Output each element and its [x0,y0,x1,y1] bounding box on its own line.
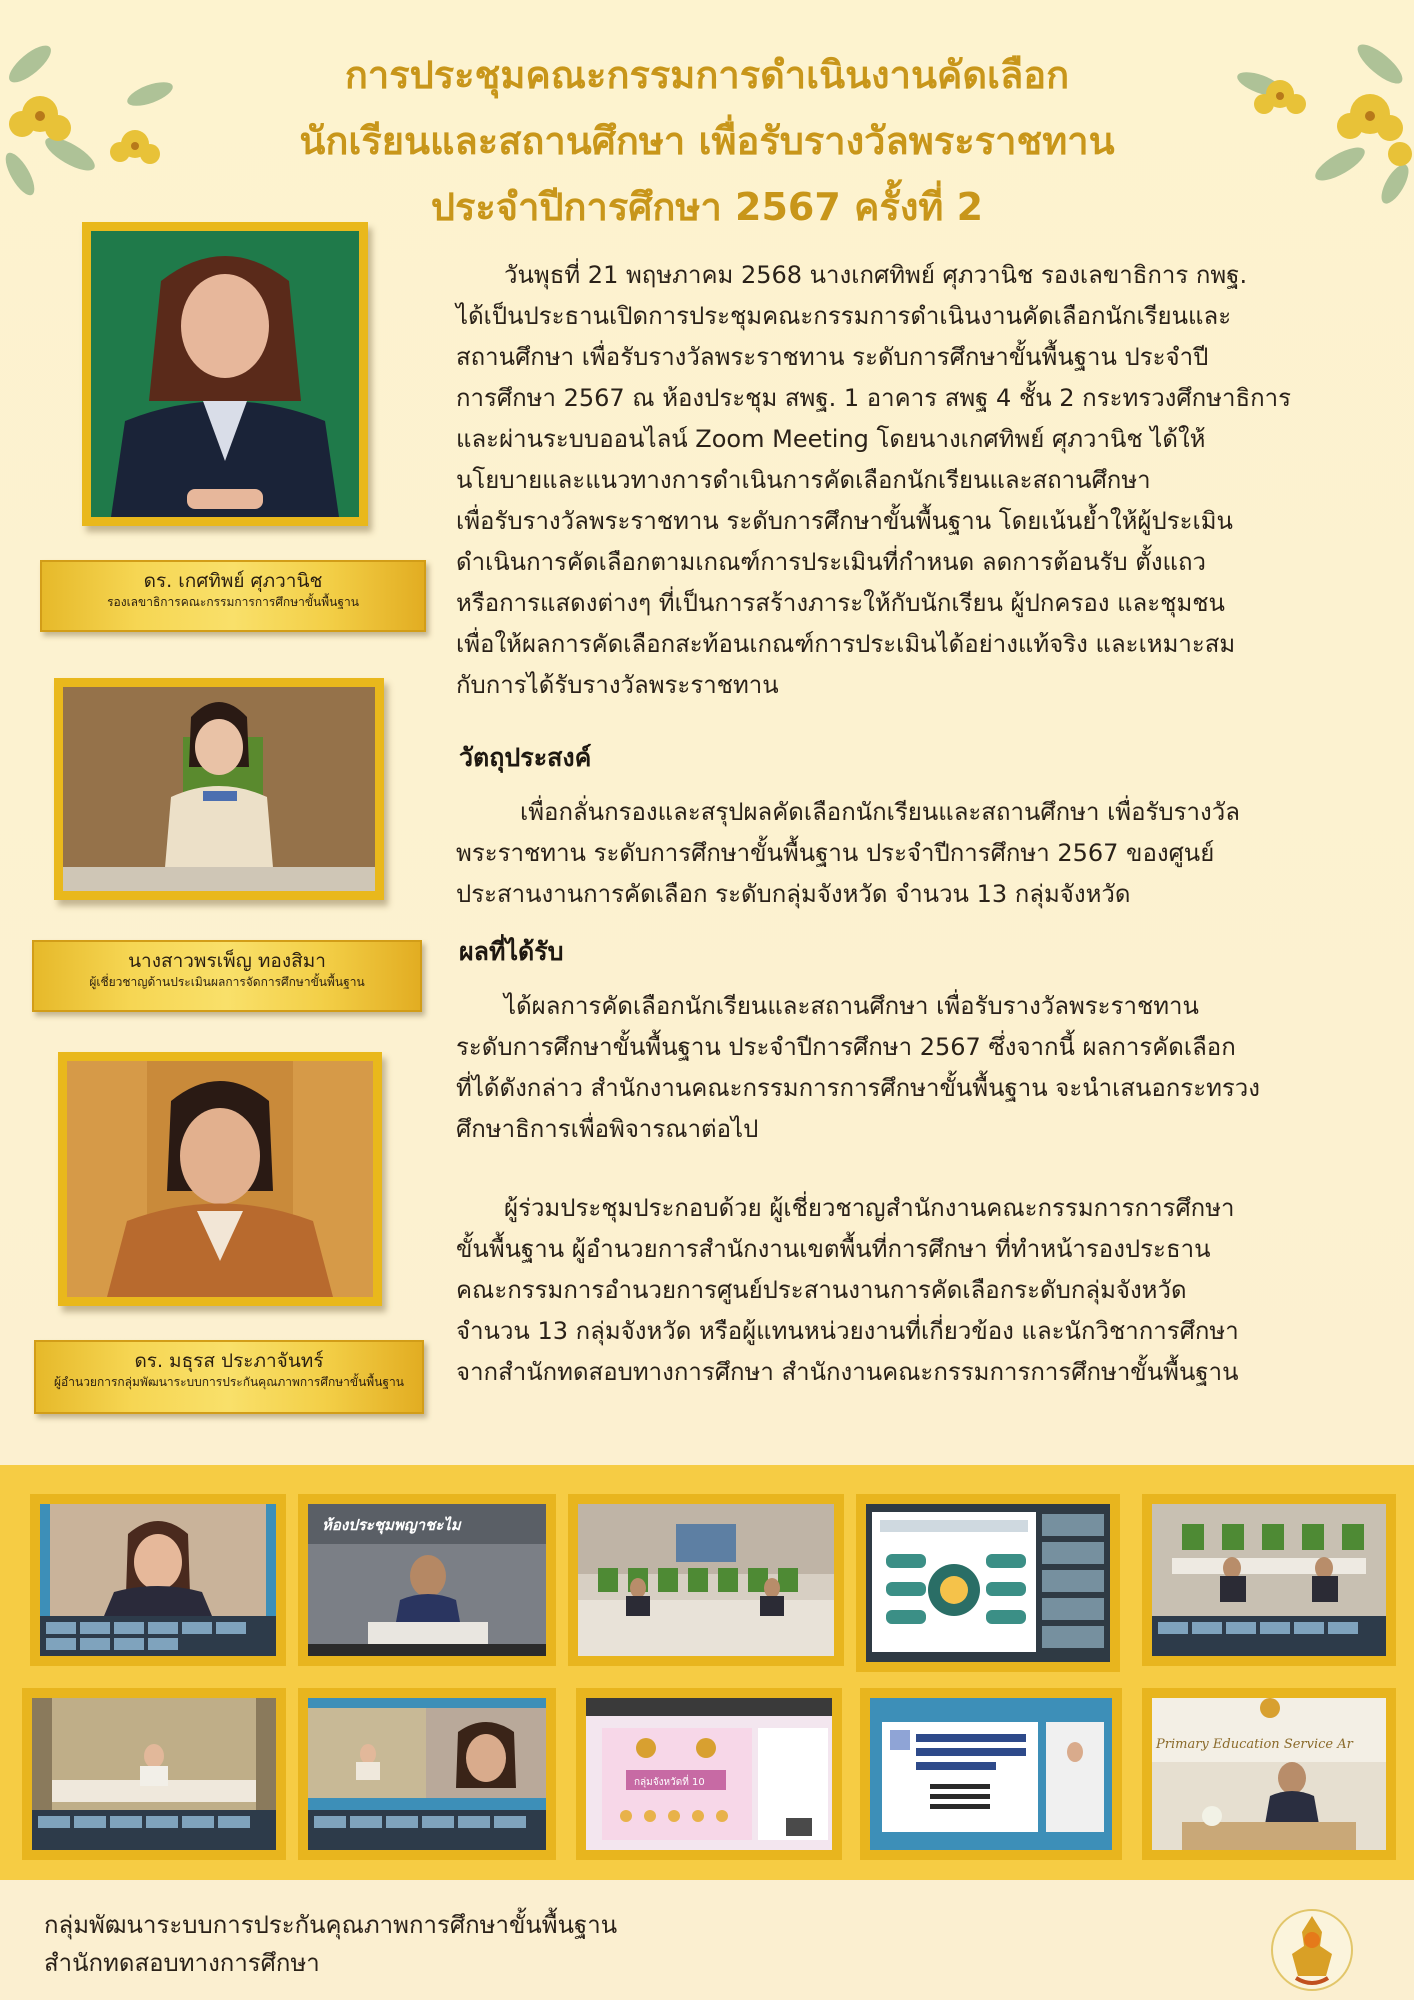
text-line: ที่ได้ดังกล่าว สำนักงานคณะกรรมการการศึกษาขั้นพื้นฐาน จะนำเสนอกระทรวง [456,1074,1260,1102]
participants-paragraph [456,1188,1380,1393]
footer-line: สำนักทดสอบทางการศึกษา [44,1949,320,1977]
text-line: ขั้นพื้นฐาน ผู้อำนวยการสำนักงานเขตพื้นที่การศึกษา ที่ทำหน้ารองประธาน [456,1235,1211,1263]
title-line: การประชุมคณะกรรมการดำเนินงานคัดเลือก [344,53,1070,97]
text-line: การศึกษา 2567 ณ ห้องประชุม สพฐ. 1 อาคาร สพฐ 4 ชั้น 2 กระทรวงศึกษาธิการ [456,384,1291,412]
text-line: เพื่อกลั่นกรองและสรุปผลคัดเลือกนักเรียนและสถานศึกษา เพื่อรับรางวัล [520,798,1240,826]
gallery-photo-4 [856,1494,1120,1672]
flower-decoration-left [0,24,200,214]
text-line: ผู้ร่วมประชุมประกอบด้วย ผู้เชี่ยวชาญสำนักงานคณะกรรมการการศึกษา [504,1194,1235,1222]
gallery-photo-7 [298,1688,556,1860]
text-line: นโยบายและแนวทางการดำเนินการคัดเลือกนักเรียนและสถานศึกษา [456,466,1151,494]
footer-org [44,1906,617,1982]
gallery-photo-2 [298,1494,556,1666]
title-line: ประจำปีการศึกษา 2567 ครั้งที่ 2 [430,185,984,229]
flower-decoration-right [1200,24,1414,214]
person-position: ผู้อำนวยการกลุ่มพัฒนาระบบการประกันคุณภาพการศึกษาขั้นพื้นฐาน [54,1375,404,1389]
obec-emblem-icon [1268,1906,1356,1994]
title-line: นักเรียนและสถานศึกษา เพื่อรับรางวัลพระราชทาน [299,119,1115,163]
result-paragraph [456,986,1380,1150]
text-line: กับการได้รับรางวัลพระราชทาน [456,671,779,699]
objective-heading: วัตถุประสงค์ [459,743,592,772]
text-line: วันพุธที่ 21 พฤษภาคม 2568 นางเกศทิพย์ ศุภวานิช รองเลขาธิการ กพฐ. [504,261,1248,289]
gallery-photo-5 [1142,1494,1396,1666]
footer-line: กลุ่มพัฒนาระบบการประกันคุณภาพการศึกษาขั้นพื้นฐาน [44,1911,618,1939]
gallery-caption: ห้องประชุมพญาชะไม [322,1516,461,1534]
text-line: สถานศึกษา เพื่อรับรางวัลพระราชทาน ระดับการศึกษาขั้นพื้นฐาน ประจำปี [456,343,1209,371]
text-line: ระดับการศึกษาขั้นพื้นฐาน ประจำปีการศึกษา 2567 ซึ่งจากนี้ ผลการคัดเลือก [456,1033,1236,1061]
person-name: ดร. เกศทิพย์ ศุภวานิช [143,570,323,592]
portrait-1 [82,222,368,526]
text-line: จากสำนักทดสอบทางการศึกษา สำนักงานคณะกรรมการการศึกษาขั้นพื้นฐาน [456,1358,1239,1386]
person-position: ผู้เชี่ยวชาญด้านประเมินผลการจัดการศึกษาขั้นพื้นฐาน [89,975,365,989]
page-title [200,42,1214,240]
text-line: หรือการแสดงต่างๆ ที่เป็นการสร้างภาระให้กับนักเรียน ผู้ปกครอง และชุมชน [456,589,1225,617]
person-name: นางสาวพรเพ็ญ ทองสิมา [128,950,326,972]
nameplate-2 [32,940,422,1012]
nameplate-3 [34,1340,424,1414]
text-line: ประสานงานการคัดเลือก ระดับกลุ่มจังหวัด จำนวน 13 กลุ่มจังหวัด [456,880,1131,908]
nameplate-1 [40,560,426,632]
text-line: เพื่อให้ผลการคัดเลือกสะท้อนเกณฑ์การประเมินได้อย่างแท้จริง และเหมาะสม [456,630,1236,658]
gallery-photo-6 [22,1688,286,1860]
intro-paragraph [456,255,1380,706]
gallery-photo-8 [576,1688,842,1860]
text-line: ได้ผลการคัดเลือกนักเรียนและสถานศึกษา เพื่อรับรางวัลพระราชทาน [504,992,1199,1020]
gallery-caption: กลุ่มจังหวัดที่ 10 [634,1777,705,1788]
gallery-photo-3 [568,1494,844,1666]
person-position: รองเลขาธิการคณะกรรมการการศึกษาขั้นพื้นฐาน [107,595,359,609]
gallery-photo-9 [860,1688,1122,1860]
gallery-caption: Primary Education Service Ar [1156,1737,1353,1752]
result-heading: ผลที่ได้รับ [459,937,564,966]
portrait-2 [54,678,384,900]
text-line: พระราชทาน ระดับการศึกษาขั้นพื้นฐาน ประจำปีการศึกษา 2567 ของศูนย์ [456,839,1215,867]
portrait-3 [58,1052,382,1306]
text-line: และผ่านระบบออนไลน์ Zoom Meeting โดยนางเกศทิพย์ ศุภวานิช ได้ให้ [456,425,1206,453]
person-name: ดร. มธุรส ประภาจันทร์ [134,1350,324,1372]
objective-paragraph [456,792,1380,915]
text-line: เพื่อรับรางวัลพระราชทาน ระดับการศึกษาขั้นพื้นฐาน โดยเน้นย้ำให้ผู้ประเมิน [456,507,1233,535]
text-line: ได้เป็นประธานเปิดการประชุมคณะกรรมการดำเนินงานคัดเลือกนักเรียนและ [456,302,1232,330]
gallery-photo-1 [30,1494,286,1666]
gallery-photo-10 [1142,1688,1396,1860]
text-line: ดำเนินการคัดเลือกตามเกณฑ์การประเมินที่กำหนด ลดการต้อนรับ ตั้งแถว [456,548,1207,576]
text-line: จำนวน 13 กลุ่มจังหวัด หรือผู้แทนหน่วยงานที่เกี่ยวข้อง และนักวิชาการศึกษา [456,1317,1239,1345]
text-line: คณะกรรมการอำนวยการศูนย์ประสานงานการคัดเลือกระดับกลุ่มจังหวัด [456,1276,1187,1304]
text-line: ศึกษาธิการเพื่อพิจารณาต่อไป [456,1115,759,1143]
